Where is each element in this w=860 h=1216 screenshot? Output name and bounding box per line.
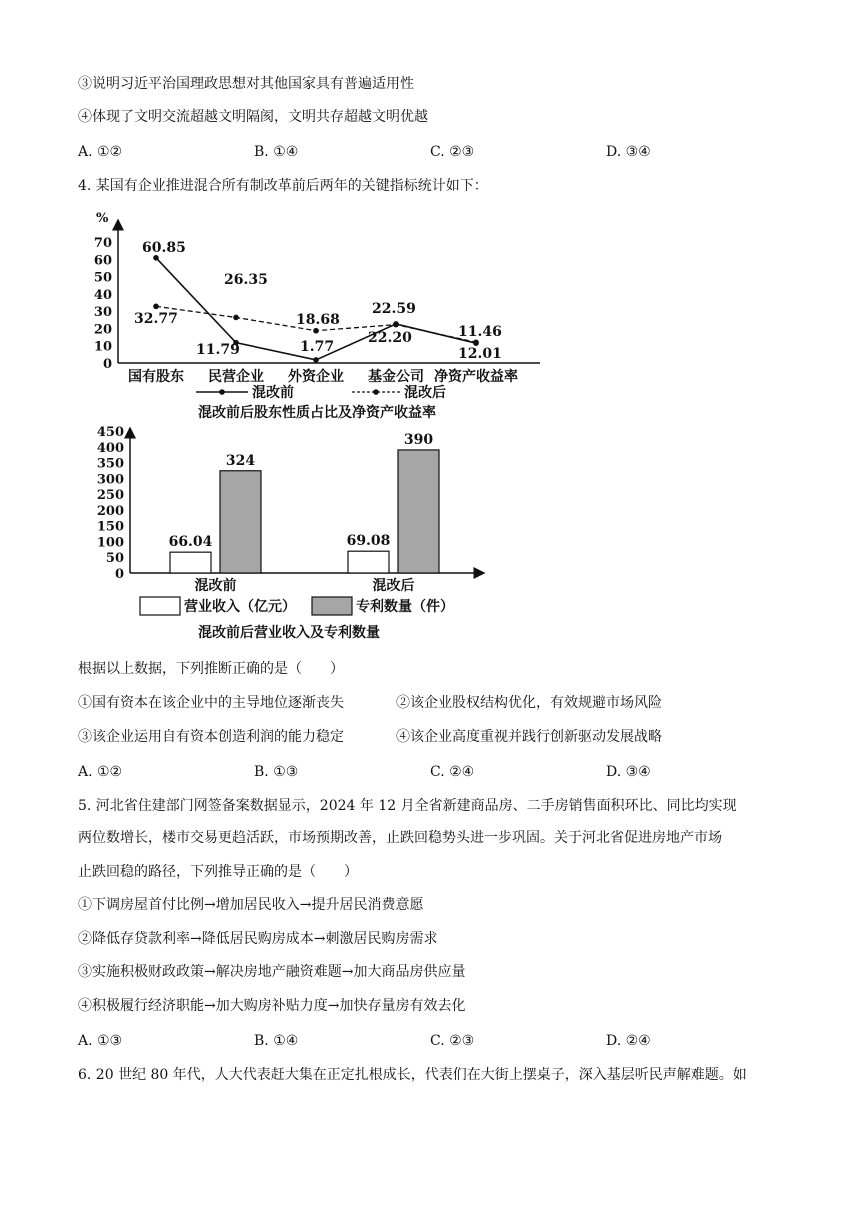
q3-item-4: ④体现了文明交流超越文明隔阂，文明共存超越文明优越: [78, 109, 428, 125]
point-after: [473, 339, 479, 345]
point-after: [153, 304, 159, 310]
bar-chart-ytick: 400: [96, 440, 124, 456]
bar-patents: [220, 471, 261, 573]
bar-chart-category: 混改后: [372, 578, 415, 594]
bar-chart-category: 混改前: [194, 578, 237, 594]
line-chart-data-label: 11.46: [458, 324, 502, 340]
line-chart-data-label: 12.01: [458, 346, 502, 362]
line-chart-category: 民营企业: [208, 369, 264, 385]
bar-chart-ytick: 150: [96, 519, 124, 535]
legend-label-after: 混改后: [404, 385, 446, 401]
bar-chart: [97, 425, 484, 641]
line-chart-category: 基金公司: [368, 369, 424, 385]
q4-option-d[interactable]: D. ③④: [606, 764, 651, 780]
bar-data-label: 66.04: [168, 534, 213, 551]
bar-data-label: 390: [403, 431, 434, 448]
q3-option-d[interactable]: D. ③④: [606, 144, 651, 160]
line-chart-ytick: 10: [93, 339, 112, 355]
q4-item-3: ③该企业运用自有资本创造利润的能力稳定: [78, 729, 344, 745]
legend-marker-before: [219, 389, 225, 395]
point-after: [233, 315, 239, 321]
legend-marker-after: [373, 389, 379, 395]
q5-line-3: 止跌回稳的路径，下列推导正确的是（ ）: [78, 864, 358, 880]
line-chart-category: 外资企业: [288, 369, 344, 385]
q4-option-a[interactable]: A. ①②: [78, 764, 123, 780]
legend-label-before: 混改前: [252, 385, 294, 401]
q4-stem: 4. 某国有企业推进混合所有制改革前后两年的关键指标统计如下：: [78, 178, 488, 194]
q4-question: 根据以上数据，下列推断正确的是（ ）: [78, 661, 344, 677]
q4-item-1: ①国有资本在该企业中的主导地位逐渐丧失: [78, 695, 344, 711]
legend-swatch-revenue: [140, 597, 180, 615]
q5-option-a[interactable]: A. ①③: [78, 1033, 123, 1049]
line-chart-ytick: 30: [93, 305, 112, 321]
line-chart-ytick: 60: [93, 253, 112, 269]
legend-swatch-patents: [312, 597, 352, 615]
line-chart-data-label: 22.20: [368, 330, 412, 346]
line-chart-data-label: 22.59: [372, 301, 416, 317]
line-chart-ytick: 70: [93, 236, 112, 251]
line-chart-ytick: 50: [93, 270, 112, 286]
bar-chart-ytick: 0: [114, 567, 124, 582]
line-chart-data-label: 60.85: [142, 240, 186, 256]
bar-chart-ytick: 450: [96, 425, 124, 440]
q3-option-a[interactable]: A. ①②: [78, 144, 123, 160]
line-chart-category: 国有股东: [128, 369, 184, 385]
q5-item-2: ②降低存贷款利率→降低居民购房成本→刺激居民购房需求: [78, 931, 438, 947]
legend-label-revenue: 营业收入（亿元）: [184, 599, 296, 615]
line-chart-data-label: 1.77: [300, 339, 335, 355]
q4-option-b[interactable]: B. ①③: [254, 764, 299, 780]
bar-chart-ytick: 50: [105, 551, 124, 567]
line-chart-ytick: 20: [93, 322, 112, 338]
bar-revenue: [170, 552, 211, 573]
q5-option-c[interactable]: C. ②③: [430, 1033, 475, 1049]
point-after: [393, 322, 399, 328]
point-before: [313, 357, 319, 363]
bar-data-label: 69.08: [346, 533, 391, 550]
line-chart-category: 净资产收益率: [434, 369, 518, 385]
bar-patents: [398, 450, 439, 573]
bar-chart-title: 混改前后营业收入及专利数量: [198, 625, 380, 641]
q4-item-2: ②该企业股权结构优化，有效规避市场风险: [396, 695, 662, 711]
q4-item-4: ④该企业高度重视并践行创新驱动发展战略: [396, 729, 662, 745]
bar-chart-ytick: 250: [96, 488, 124, 504]
q6-line-1: 6. 20 世纪 80 年代，人大代表赶大集在正定扎根成长，代表们在大街上摆桌子，深入基层听民声解难题。如: [78, 1067, 747, 1083]
bar-chart-ytick: 100: [96, 535, 124, 551]
bar-chart-ytick: 200: [96, 503, 124, 519]
line-chart-ytick: 40: [93, 287, 112, 303]
q5-option-d[interactable]: D. ②④: [606, 1033, 651, 1049]
legend-label-patents: 专利数量（件）: [356, 599, 454, 615]
bar-chart-ytick: 300: [96, 472, 124, 488]
line-chart-data-label: 18.68: [296, 312, 340, 328]
q5-line-1: 5. 河北省住建部门网签备案数据显示，2024 年 12 月全省新建商品房、二手房销售面积环比、同比均实现: [78, 798, 737, 814]
q3-option-c[interactable]: C. ②③: [430, 144, 475, 160]
bar-data-label: 324: [225, 452, 256, 469]
bar-revenue: [348, 551, 389, 573]
line-chart-ytick: 0: [102, 357, 112, 372]
q5-item-3: ③实施积极财政政策→解决房地产融资难题→加大商品房供应量: [78, 964, 466, 980]
line-chart-data-label: 32.77: [134, 311, 178, 327]
line-chart-data-label: 26.35: [224, 272, 268, 288]
line-chart-data-label: 11.79: [196, 342, 240, 358]
q5-line-2: 两位数增长，楼市交易更趋活跃，市场预期改善，止跌回稳势头进一步巩固。关于河北省促进房地产市场: [78, 830, 722, 846]
line-chart-ylabel: %: [96, 211, 109, 226]
q5-item-1: ①下调房屋首付比例→增加居民收入→提升居民消费意愿: [78, 897, 424, 913]
q5-item-4: ④积极履行经济职能→加大购房补贴力度→加快存量房有效去化: [78, 998, 466, 1014]
line-chart-title: 混改前后股东性质占比及净资产收益率: [198, 405, 436, 421]
bar-chart-ytick: 350: [96, 456, 124, 472]
q4-option-c[interactable]: C. ②④: [430, 764, 475, 780]
point-after: [313, 328, 319, 334]
q3-option-b[interactable]: B. ①④: [254, 144, 299, 160]
line-chart: [94, 211, 540, 421]
q5-option-b[interactable]: B. ①④: [254, 1033, 299, 1049]
q3-item-3: ③说明习近平治国理政思想对其他国家具有普遍适用性: [78, 76, 414, 92]
